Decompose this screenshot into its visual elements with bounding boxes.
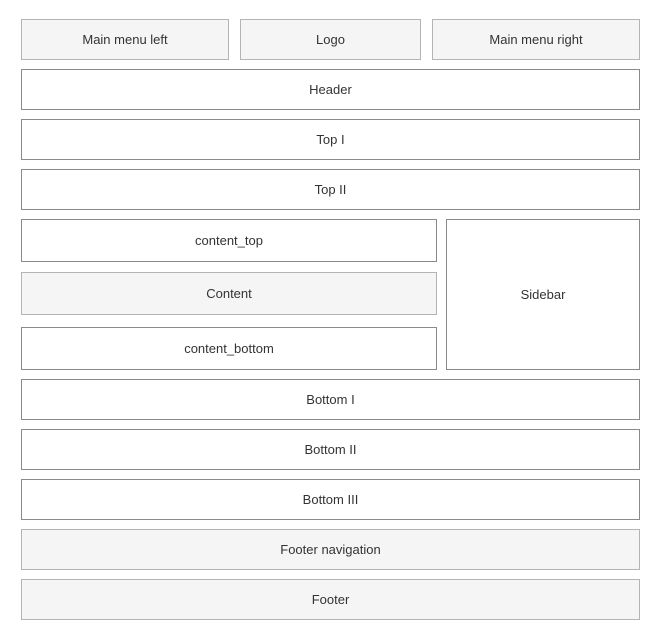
top-2-block xyxy=(21,169,640,210)
main-menu-left-block xyxy=(21,19,229,60)
footer-navigation-block xyxy=(21,529,640,570)
footer-label: Footer xyxy=(311,592,350,607)
bottom-2-label: Bottom II xyxy=(304,442,357,457)
bottom-2-block xyxy=(21,429,640,470)
sidebar-block xyxy=(446,219,640,370)
header-label: Header xyxy=(309,82,352,97)
content-top-label: content_top xyxy=(195,233,263,248)
main-menu-right-label: Main menu right xyxy=(489,32,583,47)
top-2-label: Top II xyxy=(314,182,347,197)
sidebar-label: Sidebar xyxy=(520,287,566,302)
top-1-label: Top I xyxy=(316,132,345,147)
logo-block xyxy=(240,19,421,60)
content-bottom-label: content_bottom xyxy=(184,341,274,356)
footer-block xyxy=(21,579,640,620)
bottom-1-label: Bottom I xyxy=(306,392,355,407)
main-menu-right-block xyxy=(432,19,640,60)
logo-label: Logo xyxy=(316,32,345,47)
header-block xyxy=(21,69,640,110)
content-label: Content xyxy=(206,286,252,301)
content-block xyxy=(21,272,437,315)
bottom-3-label: Bottom III xyxy=(302,492,359,507)
top-1-block xyxy=(21,119,640,160)
content-bottom-block xyxy=(21,327,437,370)
footer-navigation-label: Footer navigation xyxy=(280,542,381,557)
main-menu-left-label: Main menu left xyxy=(82,32,168,47)
content-top-block xyxy=(21,219,437,262)
bottom-1-block xyxy=(21,379,640,420)
bottom-3-block xyxy=(21,479,640,520)
